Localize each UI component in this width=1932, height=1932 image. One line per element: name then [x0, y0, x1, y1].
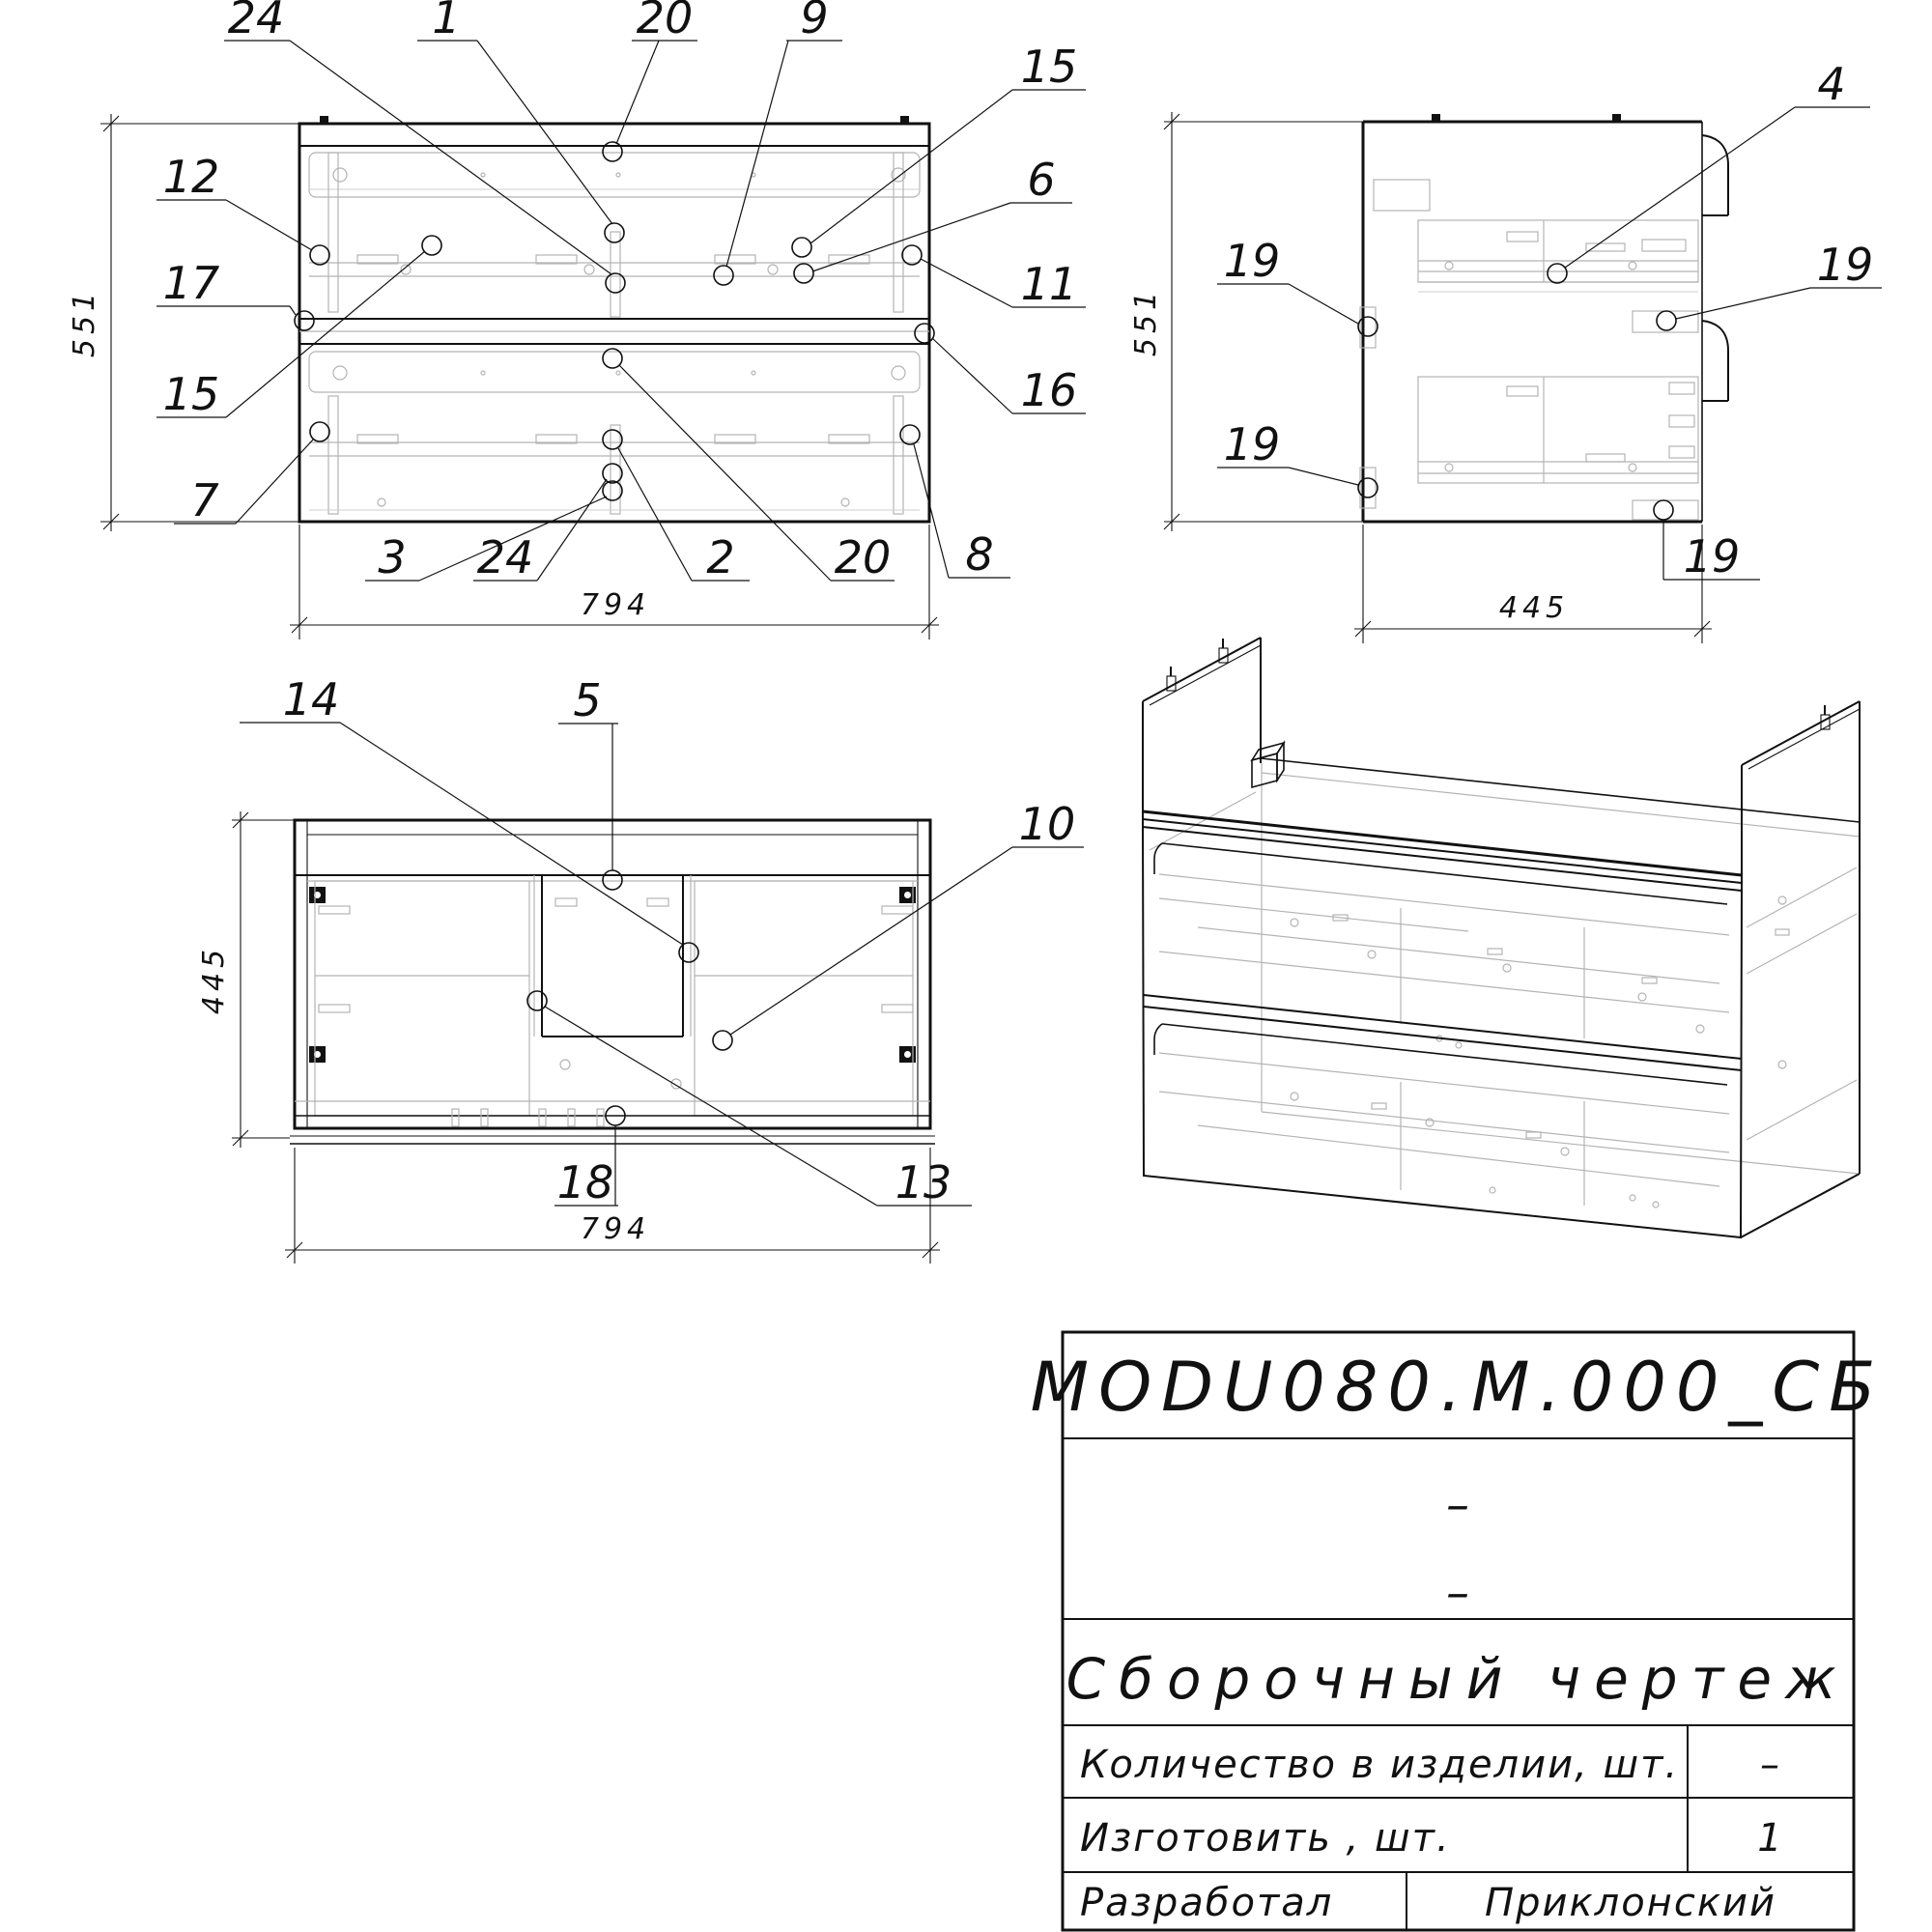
dim-794-front: 794: [580, 588, 651, 622]
callout-11: 11: [1020, 258, 1078, 310]
isometric-view: [1143, 638, 1860, 1237]
title-block: [1031, 1332, 1886, 1930]
side-view-dim-width: [1354, 525, 1712, 643]
callout-1: 1: [432, 0, 461, 43]
front-view-internal-lower: [309, 352, 920, 514]
side-view-leaders: [1217, 107, 1882, 580]
iso-right-side-panel: [1741, 701, 1860, 1237]
top-view-leaders: [240, 723, 1084, 1206]
callout-15-left: 15: [162, 368, 220, 420]
title-block-designation: MODU080.M.000_СБ: [1030, 1348, 1886, 1427]
iso-bracket-block: [1252, 743, 1284, 787]
top-view-internal: [290, 881, 935, 1144]
hanger-tab-icon: [320, 116, 328, 124]
callout-9: 9: [800, 0, 829, 43]
hanger-tab-icon: [1612, 114, 1621, 122]
callout-14: 14: [282, 673, 340, 725]
side-view-wall-brackets: [1702, 135, 1728, 401]
front-view: [68, 0, 1086, 639]
callout-3: 3: [378, 531, 407, 583]
title-block-make-label: Изготовить , шт.: [1080, 1816, 1451, 1861]
dim-445-side: 445: [1498, 591, 1570, 625]
callout-2: 2: [706, 531, 735, 583]
callout-24-top: 24: [227, 0, 285, 43]
callout-10: 10: [1018, 798, 1076, 850]
callout-20-top: 20: [636, 0, 694, 43]
top-view: [197, 673, 1084, 1264]
dim-551-side: 551: [1129, 286, 1163, 357]
title-block-dash-1: –: [1446, 1478, 1469, 1532]
dim-551-front: 551: [68, 287, 101, 358]
callout-8: 8: [965, 528, 994, 581]
callout-20-bottom: 20: [834, 531, 892, 583]
top-view-dim-depth: [197, 811, 295, 1148]
hanger-tab-icon: [900, 116, 909, 124]
callout-16: 16: [1020, 364, 1078, 416]
title-block-qty-label: Количество в изделии, шт.: [1080, 1743, 1680, 1787]
callout-4: 4: [1817, 58, 1846, 110]
front-view-leaders: [156, 41, 1086, 581]
dim-445-top: 445: [197, 944, 231, 1015]
iso-internal: [1150, 763, 1860, 1208]
title-block-document-title: Сборочный чертеж: [1065, 1646, 1850, 1712]
title-block-dash-2: –: [1446, 1566, 1469, 1620]
hanger-tab-icon: [1432, 114, 1440, 122]
front-view-body: [299, 124, 929, 522]
callout-15-right: 15: [1020, 41, 1078, 93]
callout-19-left-mid: 19: [1223, 235, 1281, 287]
callout-5: 5: [573, 674, 602, 726]
callout-7: 7: [190, 474, 219, 526]
top-view-callout-circles: [527, 870, 732, 1125]
title-block-developer-value: Приклонский: [1485, 1881, 1776, 1925]
callout-12: 12: [162, 151, 220, 203]
callout-13: 13: [895, 1156, 952, 1208]
callout-6: 6: [1027, 154, 1056, 206]
callout-19-right: 19: [1816, 239, 1874, 291]
dim-794-top: 794: [580, 1212, 651, 1246]
side-view-callout-circles: [1358, 264, 1676, 520]
title-block-make-value: 1: [1757, 1816, 1784, 1861]
callout-18: 18: [556, 1156, 614, 1208]
callout-17: 17: [162, 257, 220, 309]
iso-front-face: [1143, 811, 1742, 1237]
title-block-developer-label: Разработал: [1080, 1881, 1334, 1925]
side-view-internal: [1360, 180, 1698, 520]
callout-19-left-bottom: 19: [1223, 418, 1281, 470]
callout-19-bottom: 19: [1683, 530, 1741, 582]
side-view: [1129, 58, 1882, 643]
callout-24-bottom: 24: [476, 531, 534, 583]
title-block-qty-value: –: [1760, 1743, 1781, 1787]
front-view-callout-circles: [295, 142, 934, 500]
